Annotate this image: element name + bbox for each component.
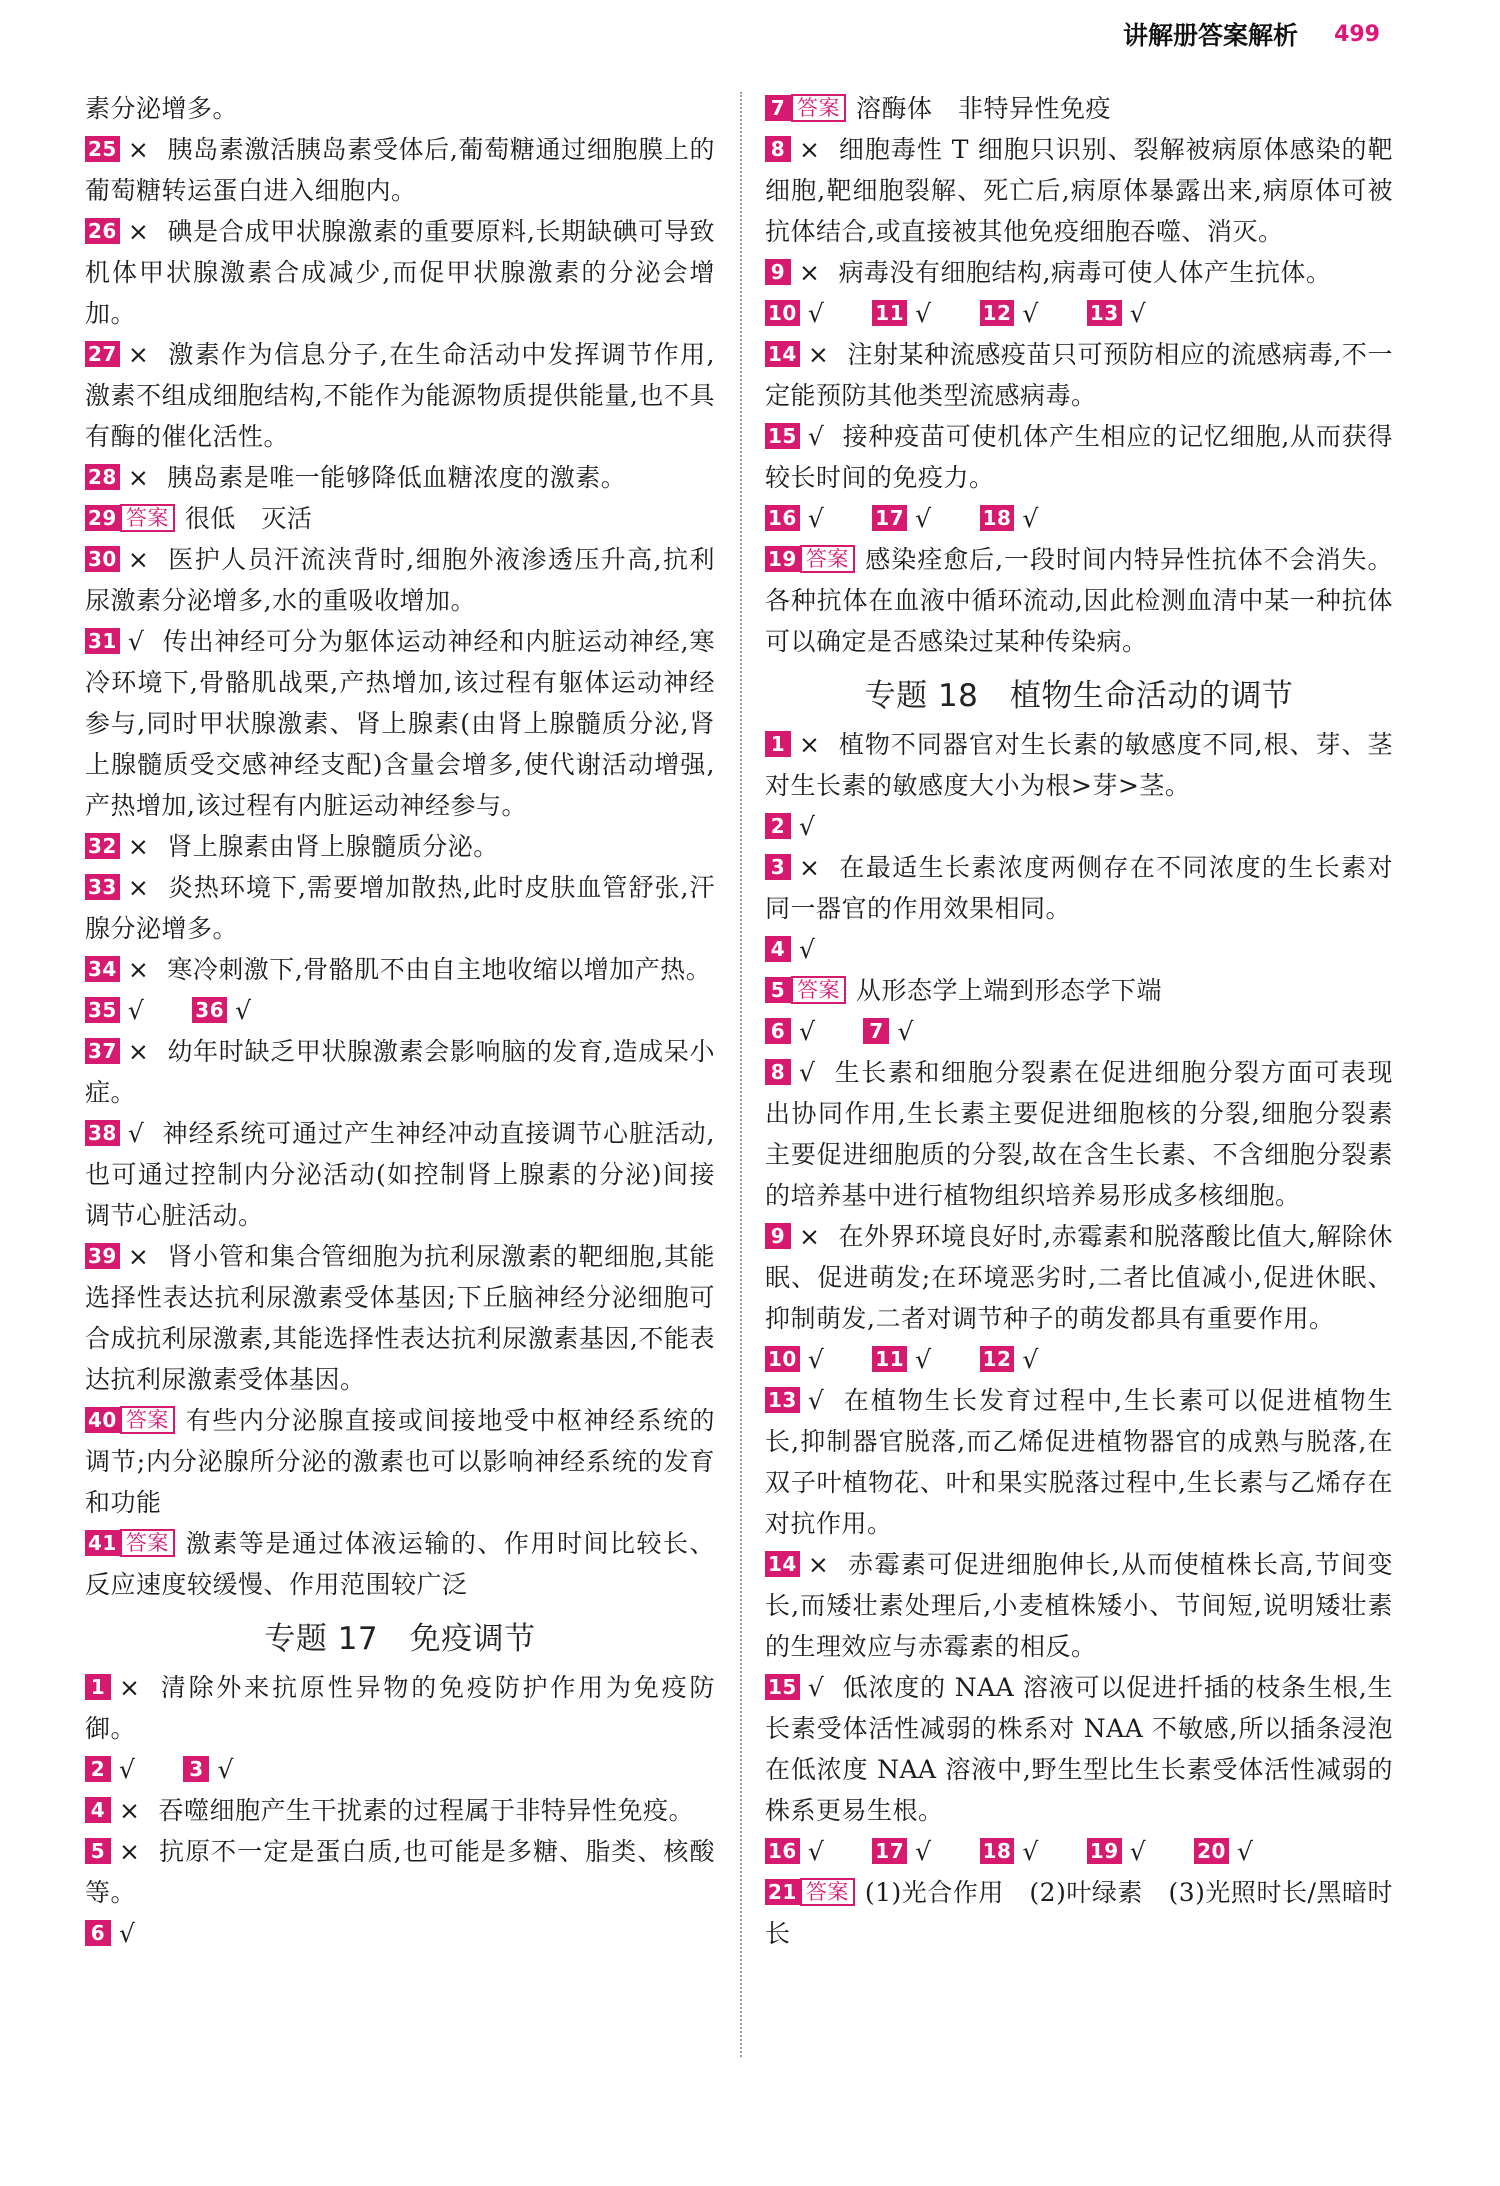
answer-group-row — [765, 929, 1393, 970]
answer-item — [85, 129, 715, 211]
judgement-mark: × — [127, 873, 150, 902]
answer-text: 医护人员汗流浃背时,细胞外液渗透压升高,抗利尿激素分泌增多,水的重吸收增加。 — [85, 545, 715, 615]
question-number-badge: 16 — [765, 1838, 800, 1864]
answer-item — [1087, 293, 1164, 334]
answer-item — [85, 498, 715, 539]
answer-text: 寒冷刺激下,骨骼肌不由自主地收缩以增加产热。 — [167, 955, 712, 984]
answer-text: 感染痊愈后,一段时间内特异性抗体不会消失。各种抗体在血液中循环流动,因此检测血清中某一种抗体可以确定是否感染过某种传染病。 — [765, 545, 1393, 656]
answer-item — [85, 949, 715, 990]
question-number-badge: 4 — [85, 1797, 111, 1823]
question-number-badge: 13 — [765, 1387, 800, 1413]
question-number-badge: 10 — [765, 1346, 800, 1372]
answer-item — [85, 867, 715, 949]
judgement-mark: √ — [799, 812, 816, 841]
section-heading: 专题 17 免疫调节 — [264, 1621, 536, 1657]
question-number-badge: 6 — [765, 1018, 791, 1044]
answer-tag: 答案 — [120, 1406, 175, 1434]
answer-item — [765, 129, 1393, 252]
question-number-badge: 35 — [85, 997, 120, 1023]
answer-item — [85, 211, 715, 334]
answer-item — [85, 1113, 715, 1236]
question-number-badge: 19 — [1087, 1838, 1122, 1864]
judgement-mark: √ — [1022, 1837, 1039, 1866]
answer-text: 传出神经可分为躯体运动神经和内脏运动神经,寒冷环境下,骨骼肌战栗,产热增加,该过程有躯体运动神经参与,同时甲状腺激素、肾上腺素(由肾上腺髓质分泌,肾上腺髓质受交感神经支配)含量会增多,使代谢活动增强,产热增加,该过程有内脏运动神经参与。 — [85, 627, 715, 820]
answer-text: 植物不同器官对生长素的敏感度不同,根、芽、茎对生长素的敏感度大小为根>芽>茎。 — [765, 730, 1393, 800]
judgement-mark: × — [127, 135, 150, 164]
answer-item — [85, 1831, 715, 1913]
judgement-mark: × — [799, 853, 821, 882]
answer-item — [863, 1011, 931, 1052]
answer-item — [183, 1749, 251, 1790]
answer-item — [980, 1339, 1057, 1380]
answer-item — [85, 539, 715, 621]
answer-text: 肾小管和集合管细胞为抗利尿激素的靶细胞,其能选择性表达抗利尿激素受体基因;下丘脑神经分泌细胞可合成抗利尿激素,其能选择性表达抗利尿激素基因,不能表达抗利尿激素受体基因。 — [85, 1242, 715, 1394]
answer-group-row — [85, 1749, 715, 1790]
answer-group-row — [765, 1011, 1393, 1052]
answer-group-row — [85, 990, 715, 1031]
question-number-badge: 34 — [85, 956, 120, 982]
answer-text: 生长素和细胞分裂素在促进细胞分裂方面可表现出协同作用,生长素主要促进细胞核的分裂,细胞分裂素主要促进细胞质的分裂,故在含生长素、不含细胞分裂素的培养基中进行植物组织培养易形成多核细胞。 — [765, 1058, 1393, 1210]
judgement-mark: × — [799, 730, 821, 759]
judgement-mark: × — [127, 340, 150, 369]
answer-text: 胰岛素激活胰岛素受体后,葡萄糖通过细胞膜上的葡萄糖转运蛋白进入细胞内。 — [85, 135, 715, 205]
question-number-badge: 11 — [872, 300, 907, 326]
question-number-badge: 6 — [85, 1920, 111, 1946]
judgement-mark: √ — [119, 1755, 136, 1784]
judgement-mark: √ — [235, 996, 252, 1025]
answer-text: 赤霉素可促进细胞伸长,从而使植株长高,节间变长,而矮壮素处理后,小麦植株矮小、节间短,说明矮壮素的生理效应与赤霉素的相反。 — [765, 1550, 1393, 1661]
judgement-mark: √ — [799, 1017, 816, 1046]
judgement-mark: × — [807, 340, 830, 369]
answer-text: 激素作为信息分子,在生命活动中发挥调节作用,激素不组成细胞结构,不能作为能源物质提供能量,也不具有酶的催化活性。 — [85, 340, 715, 451]
judgement-mark: × — [119, 1796, 141, 1825]
answer-tag: 答案 — [120, 504, 175, 532]
judgement-mark: × — [799, 135, 821, 164]
answer-item — [1194, 1831, 1271, 1872]
judgement-mark: × — [799, 258, 821, 287]
question-number-badge: 2 — [765, 813, 791, 839]
answer-text: (1)光合作用 (2)叶绿素 (3)光照时长/黑暗时长 — [765, 1878, 1393, 1948]
right-column — [765, 88, 1393, 1954]
judgement-mark: √ — [915, 1345, 932, 1374]
question-number-badge: 32 — [85, 833, 120, 859]
question-number-badge: 27 — [85, 341, 120, 367]
answer-item — [872, 1831, 949, 1872]
judgement-mark: √ — [1022, 299, 1039, 328]
question-number-badge: 9 — [765, 259, 791, 285]
answer-item — [85, 334, 715, 457]
answer-item — [872, 498, 949, 539]
judgement-mark: √ — [807, 1345, 825, 1374]
question-number-badge: 13 — [1087, 300, 1122, 326]
answer-text: 病毒没有细胞结构,病毒可使人体产生抗体。 — [838, 258, 1332, 287]
answer-text: 幼年时缺乏甲状腺激素会影响脑的发育,造成呆小症。 — [85, 1037, 715, 1107]
question-number-badge: 4 — [765, 936, 791, 962]
judgement-mark: × — [127, 955, 150, 984]
answer-text: 从形态学上端到形态学下端 — [856, 976, 1163, 1005]
judgement-mark: √ — [807, 1386, 825, 1415]
question-number-badge: 7 — [863, 1018, 889, 1044]
question-number-badge: 21 — [765, 1879, 800, 1905]
answer-text: 很低 灭活 — [184, 504, 313, 533]
answer-text: 胰岛素是唯一能够降低血糖浓度的激素。 — [167, 463, 627, 492]
answer-item — [765, 539, 1393, 662]
answer-text: 碘是合成甲状腺激素的重要原料,长期缺碘可导致机体甲状腺激素合成减少,而促甲状腺激素的分泌会增加。 — [85, 217, 715, 328]
question-number-badge: 30 — [85, 546, 120, 572]
answer-group-row — [765, 806, 1393, 847]
judgement-mark: × — [119, 1673, 141, 1702]
answer-item — [765, 806, 833, 847]
answer-tag: 答案 — [791, 976, 846, 1004]
question-number-badge: 31 — [85, 628, 120, 654]
answer-item — [85, 1523, 715, 1605]
question-number-badge: 1 — [85, 1674, 111, 1700]
answer-item — [765, 847, 1393, 929]
question-number-badge: 39 — [85, 1243, 120, 1269]
answer-text: 清除外来抗原性异物的免疫防护作用为免疫防御。 — [85, 1673, 715, 1743]
answer-item — [765, 1216, 1393, 1339]
answer-item — [765, 1667, 1393, 1831]
judgement-mark: × — [127, 1242, 150, 1271]
answer-text: 炎热环境下,需要增加散热,此时皮肤血管舒张,汗腺分泌增多。 — [85, 873, 715, 943]
judgement-mark: √ — [807, 1837, 825, 1866]
question-number-badge: 17 — [872, 505, 907, 531]
answer-item — [1087, 1831, 1164, 1872]
question-number-badge: 25 — [85, 136, 120, 162]
question-number-badge: 15 — [765, 1674, 800, 1700]
answer-item — [85, 457, 715, 498]
answer-group-row — [765, 498, 1393, 539]
page-number: 499 — [1334, 21, 1380, 47]
answer-text: 在外界环境良好时,赤霉素和脱落酸比值大,解除休眠、促进萌发;在环境恶劣时,二者比值减小,促进休眠、抑制萌发,二者对调节种子的萌发都具有重要作用。 — [765, 1222, 1393, 1333]
answer-text: 肾上腺素由肾上腺髓质分泌。 — [167, 832, 499, 861]
judgement-mark: × — [127, 545, 150, 574]
question-number-badge: 12 — [980, 1346, 1015, 1372]
question-number-badge: 14 — [765, 341, 800, 367]
answer-item — [765, 1380, 1393, 1544]
answer-item — [765, 724, 1393, 806]
answer-text: 在植物生长发育过程中,生长素可以促进植物生长,抑制器官脱落,而乙烯促进植物器官的成熟与脱落,在双子叶植物花、叶和果实脱落过程中,生长素与乙烯存在对抗作用。 — [765, 1386, 1393, 1538]
question-number-badge: 19 — [765, 546, 800, 572]
judgement-mark: √ — [1129, 1837, 1147, 1866]
answer-item — [765, 416, 1393, 498]
question-number-badge: 18 — [980, 1838, 1015, 1864]
answer-text: 神经系统可通过产生神经冲动直接调节心脏活动,也可通过控制内分泌活动(如控制肾上腺素的分泌)间接调节心脏活动。 — [85, 1119, 715, 1230]
question-number-badge: 8 — [765, 136, 791, 162]
answer-item — [85, 1913, 153, 1954]
judgement-mark: √ — [1236, 1837, 1254, 1866]
judgement-mark: √ — [897, 1017, 914, 1046]
answer-item — [765, 970, 1393, 1011]
answer-group-row — [85, 1913, 715, 1954]
question-number-badge: 10 — [765, 300, 800, 326]
answer-tag: 答案 — [120, 1529, 175, 1557]
answer-item — [765, 498, 842, 539]
answer-text: 细胞毒性 T 细胞只识别、裂解被病原体感染的靶细胞,靶细胞裂解、死亡后,病原体暴露出来,病原体可被抗体结合,或直接被其他免疫细胞吞噬、消灭。 — [765, 135, 1393, 246]
answer-group-row — [765, 1339, 1393, 1380]
question-number-badge: 17 — [872, 1838, 907, 1864]
answer-item — [765, 1831, 842, 1872]
judgement-mark: √ — [799, 935, 816, 964]
judgement-mark: √ — [119, 1919, 136, 1948]
judgement-mark: √ — [915, 504, 932, 533]
judgement-mark: √ — [1022, 504, 1039, 533]
section-heading: 专题 18 植物生命活动的调节 — [864, 678, 1294, 714]
judgement-mark: √ — [807, 422, 825, 451]
answer-item — [765, 1011, 833, 1052]
answer-item — [765, 88, 1393, 129]
answer-item — [765, 929, 833, 970]
answer-item — [765, 1872, 1393, 1954]
answer-item — [85, 621, 715, 826]
question-number-badge: 3 — [765, 854, 791, 880]
question-number-badge: 3 — [183, 1756, 209, 1782]
answer-item — [85, 826, 715, 867]
answer-item — [980, 1831, 1057, 1872]
answer-text: 溶酶体 非特异性免疫 — [856, 94, 1112, 123]
answer-item — [85, 990, 162, 1031]
question-number-badge: 28 — [85, 464, 120, 490]
question-number-badge: 36 — [192, 997, 227, 1023]
answer-item — [765, 252, 1393, 293]
column-divider — [740, 92, 742, 2057]
judgement-mark: × — [799, 1222, 821, 1251]
judgement-mark: √ — [799, 1058, 816, 1087]
judgement-mark: √ — [915, 299, 932, 328]
answer-group-row — [765, 293, 1393, 334]
judgement-mark: √ — [1022, 1345, 1039, 1374]
answer-text: 有些内分泌腺直接或间接地受中枢神经系统的调节;内分泌腺所分泌的激素也可以影响神经系统的发育和功能 — [85, 1406, 715, 1517]
answer-tag: 答案 — [800, 1878, 855, 1906]
left-column — [85, 88, 715, 1954]
question-number-badge: 11 — [872, 1346, 907, 1372]
judgement-mark: √ — [807, 299, 825, 328]
question-number-badge: 5 — [765, 977, 791, 1003]
judgement-mark: √ — [807, 1673, 825, 1702]
answer-item — [872, 1339, 949, 1380]
judgement-mark: √ — [807, 504, 825, 533]
question-number-badge: 29 — [85, 505, 120, 531]
answer-item — [765, 1339, 842, 1380]
continued-text: 素分泌增多。 — [85, 94, 239, 123]
judgement-mark: × — [807, 1550, 830, 1579]
answer-text: 抗原不一定是蛋白质,也可能是多糖、脂类、核酸等。 — [85, 1837, 715, 1907]
answer-group-row — [765, 1831, 1393, 1872]
question-number-badge: 7 — [765, 95, 791, 121]
question-number-badge: 15 — [765, 423, 800, 449]
judgement-mark: √ — [127, 1119, 145, 1148]
question-number-badge: 1 — [765, 731, 791, 757]
answer-item — [85, 1236, 715, 1400]
answer-item — [765, 293, 842, 334]
answer-item — [980, 498, 1057, 539]
question-number-badge: 41 — [85, 1530, 120, 1556]
judgement-mark: × — [119, 1837, 141, 1866]
judgement-mark: √ — [1129, 299, 1147, 328]
judgement-mark: × — [127, 832, 150, 861]
question-number-badge: 38 — [85, 1120, 120, 1146]
question-number-badge: 2 — [85, 1756, 111, 1782]
answer-text: 吞噬细胞产生干扰素的过程属于非特异性免疫。 — [158, 1796, 694, 1825]
judgement-mark: √ — [915, 1837, 932, 1866]
question-number-badge: 37 — [85, 1038, 120, 1064]
answer-text: 接种疫苗可使机体产生相应的记忆细胞,从而获得较长时间的免疫力。 — [765, 422, 1393, 492]
question-number-badge: 5 — [85, 1838, 111, 1864]
judgement-mark: × — [127, 1037, 150, 1066]
judgement-mark: √ — [127, 996, 145, 1025]
header-title: 讲解册答案解析 — [1123, 21, 1299, 50]
question-number-badge: 20 — [1194, 1838, 1229, 1864]
answer-item — [85, 1749, 153, 1790]
answer-text: 激素等是通过体液运输的、作用时间比较长、反应速度较缓慢、作用范围较广泛 — [85, 1529, 715, 1599]
answer-item — [85, 1790, 715, 1831]
question-number-badge: 16 — [765, 505, 800, 531]
answer-text: 注射某种流感疫苗只可预防相应的流感病毒,不一定能预防其他类型流感病毒。 — [765, 340, 1393, 410]
answer-item — [980, 293, 1057, 334]
answer-tag: 答案 — [791, 94, 846, 122]
judgement-mark: × — [127, 217, 150, 246]
question-number-badge: 33 — [85, 874, 120, 900]
judgement-mark: × — [127, 463, 150, 492]
answer-item — [85, 1400, 715, 1523]
question-number-badge: 40 — [85, 1407, 120, 1433]
answer-item — [765, 334, 1393, 416]
question-number-badge: 18 — [980, 505, 1015, 531]
answer-text: 低浓度的 NAA 溶液可以促进扦插的枝条生根,生长素受体活性减弱的株系对 NAA 不敏感,所以插条浸泡在低浓度 NAA 溶液中,野生型比生长素受体活性减弱的株系更易生根。 — [765, 1673, 1393, 1825]
answer-item — [872, 293, 949, 334]
answer-item — [85, 1667, 715, 1749]
answer-item — [765, 1052, 1393, 1216]
answer-tag: 答案 — [800, 545, 855, 573]
answer-item — [765, 1544, 1393, 1667]
question-number-badge: 9 — [765, 1223, 791, 1249]
answer-item — [192, 990, 269, 1031]
page-header — [1123, 8, 1380, 60]
question-number-badge: 26 — [85, 218, 120, 244]
judgement-mark: √ — [217, 1755, 234, 1784]
answer-item — [85, 1031, 715, 1113]
judgement-mark: √ — [127, 627, 145, 656]
question-number-badge: 12 — [980, 300, 1015, 326]
question-number-badge: 14 — [765, 1551, 800, 1577]
answer-text: 在最适生长素浓度两侧存在不同浓度的生长素对同一器官的作用效果相同。 — [765, 853, 1393, 923]
question-number-badge: 8 — [765, 1059, 791, 1085]
